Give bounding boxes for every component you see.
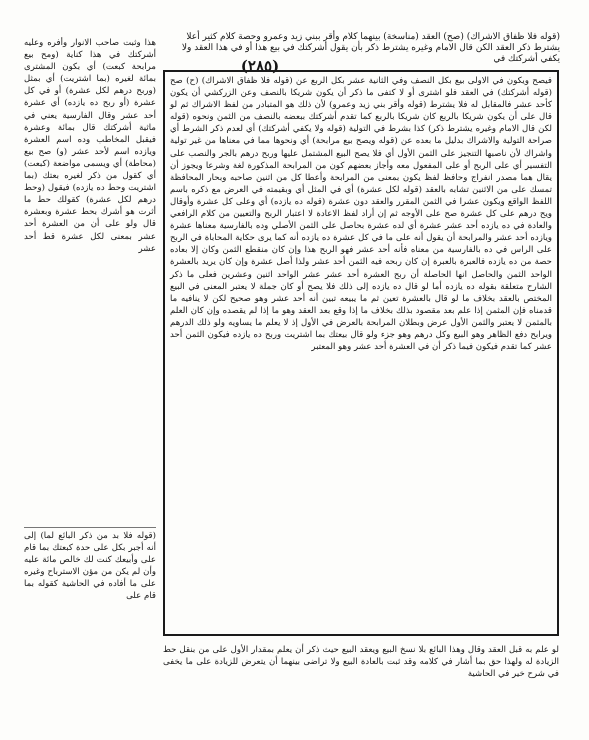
main-text-body: فيصح ويكون في الاولى بيع بكل النصف وفي الثانية عشر بكل الربع عن (قوله فلا ظفاق الاشراك) (ح) صح (قوله أشركتك) في العقد فلو اشترى أو لا كتفى ما ذكر أن يكون شريكا بالنصف وعن الزركشي أن يكون كأحد عشر فالمقابل له فلا يشترط (قوله وأقر بني زيد وعمرو) لأن ذلك هو المتبادر من لفظ الاشراك ثم لو قال على أن يكون شريكا بالربع كان شريكا بالربع كما تقدم أشركتك ببعضه بالنصف من الثمن ونحوه (قوله لكن قال الامام وغيره يشترط ذكر) كذا بشرط في التولية (قوله ولا يكفي أشركتك) أي لعدم ذكر الشرط أي صراحة التولية والاشراك بدليل ما بعده عن (قوله ويصح بيع مرابحة) أي ونحوها مما في معناها من غير تولية واشراك لأن ناصبها التنجيز على الثمن الأول أي فلا يصح البيع المشتمل عليها وربح درهم بالجر والنصب على التفسير أي على الربح أو على المفعول معه وأجاز بعضهم كون من المرابحة المذكورة لغة وشرعا ويجوز أن يقال هما مصدر انفراج وحافظ لفظ يكون بمعنى من المرابحة وأعطا كل من اثنين صاحبه وبحار المحافظة تمسك على من الاثنين تشابه بالعقد (قوله لكل عشرة) أي في المثل أي وبقيمته في العرض مع ذكره باسم اللفظ الواقع ويكون عشرا في الثمن المقرر والعقد دون عشرة (قوله ده يازده) أي وعلى كل عشرة وأوقال ويح درهم على كل عشرة صح على الأوجه ثم إن أراد لفظ الاعادة لا اعتبار الربح والتعيين من كلام الرافعي والعادة في ده يازده أحد عشر عشرة أي لده عشرة بحاصل على الثمن الأصلي وده بالفارسية معناها عشرة ويازده أحد عشر والمرابحة أن يقول أنه على ما في كل عشرة ده يازده أنه كما يرى حكاية المحاباة في الربح على الراس في ده بالفارسية من معناه فأنه أحد عشر فهو الربح هذا وإن كان منقطع الثمن وكان إلا بعاده حصة من ده يازده فالعبرة بالعبرة إن كان ربحه فيه الثمن أحد عشر ولذا أصل عشرة وإن كان يريد بالعشرة الواحد الثمن والحاصل انها الحاصلة أن ربح العشرة أحد عشر عشر الواحد اثنين وعشرين فعلى ما ذكر الشارح متعلقة بقوله ده يازده أما لو قال ده يازده إلى ذلك فلا يصح أو كان جملة لا يعتبر المعنى في البيع المختص بالعقد بخلاف ما لو قال بالعشرة تعين ثم ما يبيعه تبين أنه أحد عشر وهو صحيح لكن لا ينافيه ما قدمناه فإن المثمن إذا علم بعد مقصود بذلك بخلاف ما إذا وقع بعد العقد وهو ما إذا لم يقصده وإن كان العلم بالمثمن لا يعتبر والثمن الأول عرض وبطلان المرابحة بالعرض في الأول إذ لا يعلم ما يساويه ولو ذلك الدرهم ويرابح دفع الظاهر وهو البيع وكل درهم وهو جزء ولو قال بيعتك بما اشتريت وربح ده يازده فيكون الثمن أحد عشر كما تقدم فيكون فيما ذكر أن في العشرة أحد عشر وهو المعتبر bbox=[170, 76, 552, 353]
main-text-frame bbox=[163, 70, 559, 636]
side-margin-gloss-top: هذا وثبت صاحب الانوار وأفره وعليه أشركتك في هذا كناية (ومح بيع مرابحة كبعت) أي بكون المشترى بمائة لغيره (بما اشتريت) أي بمثل (وربح درهم لكل عشرة) أو في كل عشرة (أو ربح ده يازده) أي عشرة أحد عشر وقال الفارسية يعني في ماثية أشركتك قال بمائة وعشرة فيقبل المخاطب وده اسم العشرة ويازده اسم لأحد عشر (و) صح بيع (محاطة) أي ويسمى مواضعة (كبعت) أي كقول من ذكر لغيره بعتك (بما اشتريت وحط ده يازده) فيقول (وحط درهم لكل عشرة) كقولك حط ما أثرت هو أشرك بحط عشرة وبعشرة قال ولو على أن من العشرة أحد عشر بمعنى لكل عشرة قط أحد عشر bbox=[24, 38, 156, 254]
page-number: (٢٨٥) bbox=[240, 57, 280, 75]
side-margin-gloss-bottom: (قوله فلا بد من ذكر البائع لما) إلى أنه أجبر بكل على حدة كبعتك بما قام على وأبيعك كنت لك خالص مائة عليه وأن لم يكن من مؤن الاسترباح وغيره على ما أفاده في الحاشية كقوله بما قام على bbox=[24, 527, 156, 643]
top-margin-gloss: (قوله فلا ظفاق الاشراك) (صح) العقد (مناسخة) بينهما كلام وأقر ببني زيد وعمرو وحصة كلام كثير أعلا يشترط ذكر العقد الكن قال الامام وغيره يشترط ذكر بأن يقول أشركتك في بيع هذا أو في هذا العقد ولا يكفي أشركتك في bbox=[181, 32, 560, 64]
bottom-margin-gloss: لو علم به قبل العقد وقال وهذا البائع بلا نسخ البيع ويعقد البيع حيث ذكر أن يعلم بمقدار الأول على من بنقل حط الزيادة له ولهذا حق بما أشار في كلامه وقد ثبت بالعادة البيع ولا تراضى بينهما أن يتعرض للزيادة على ما يخفى في شرح خير في الحاشية bbox=[163, 645, 559, 680]
